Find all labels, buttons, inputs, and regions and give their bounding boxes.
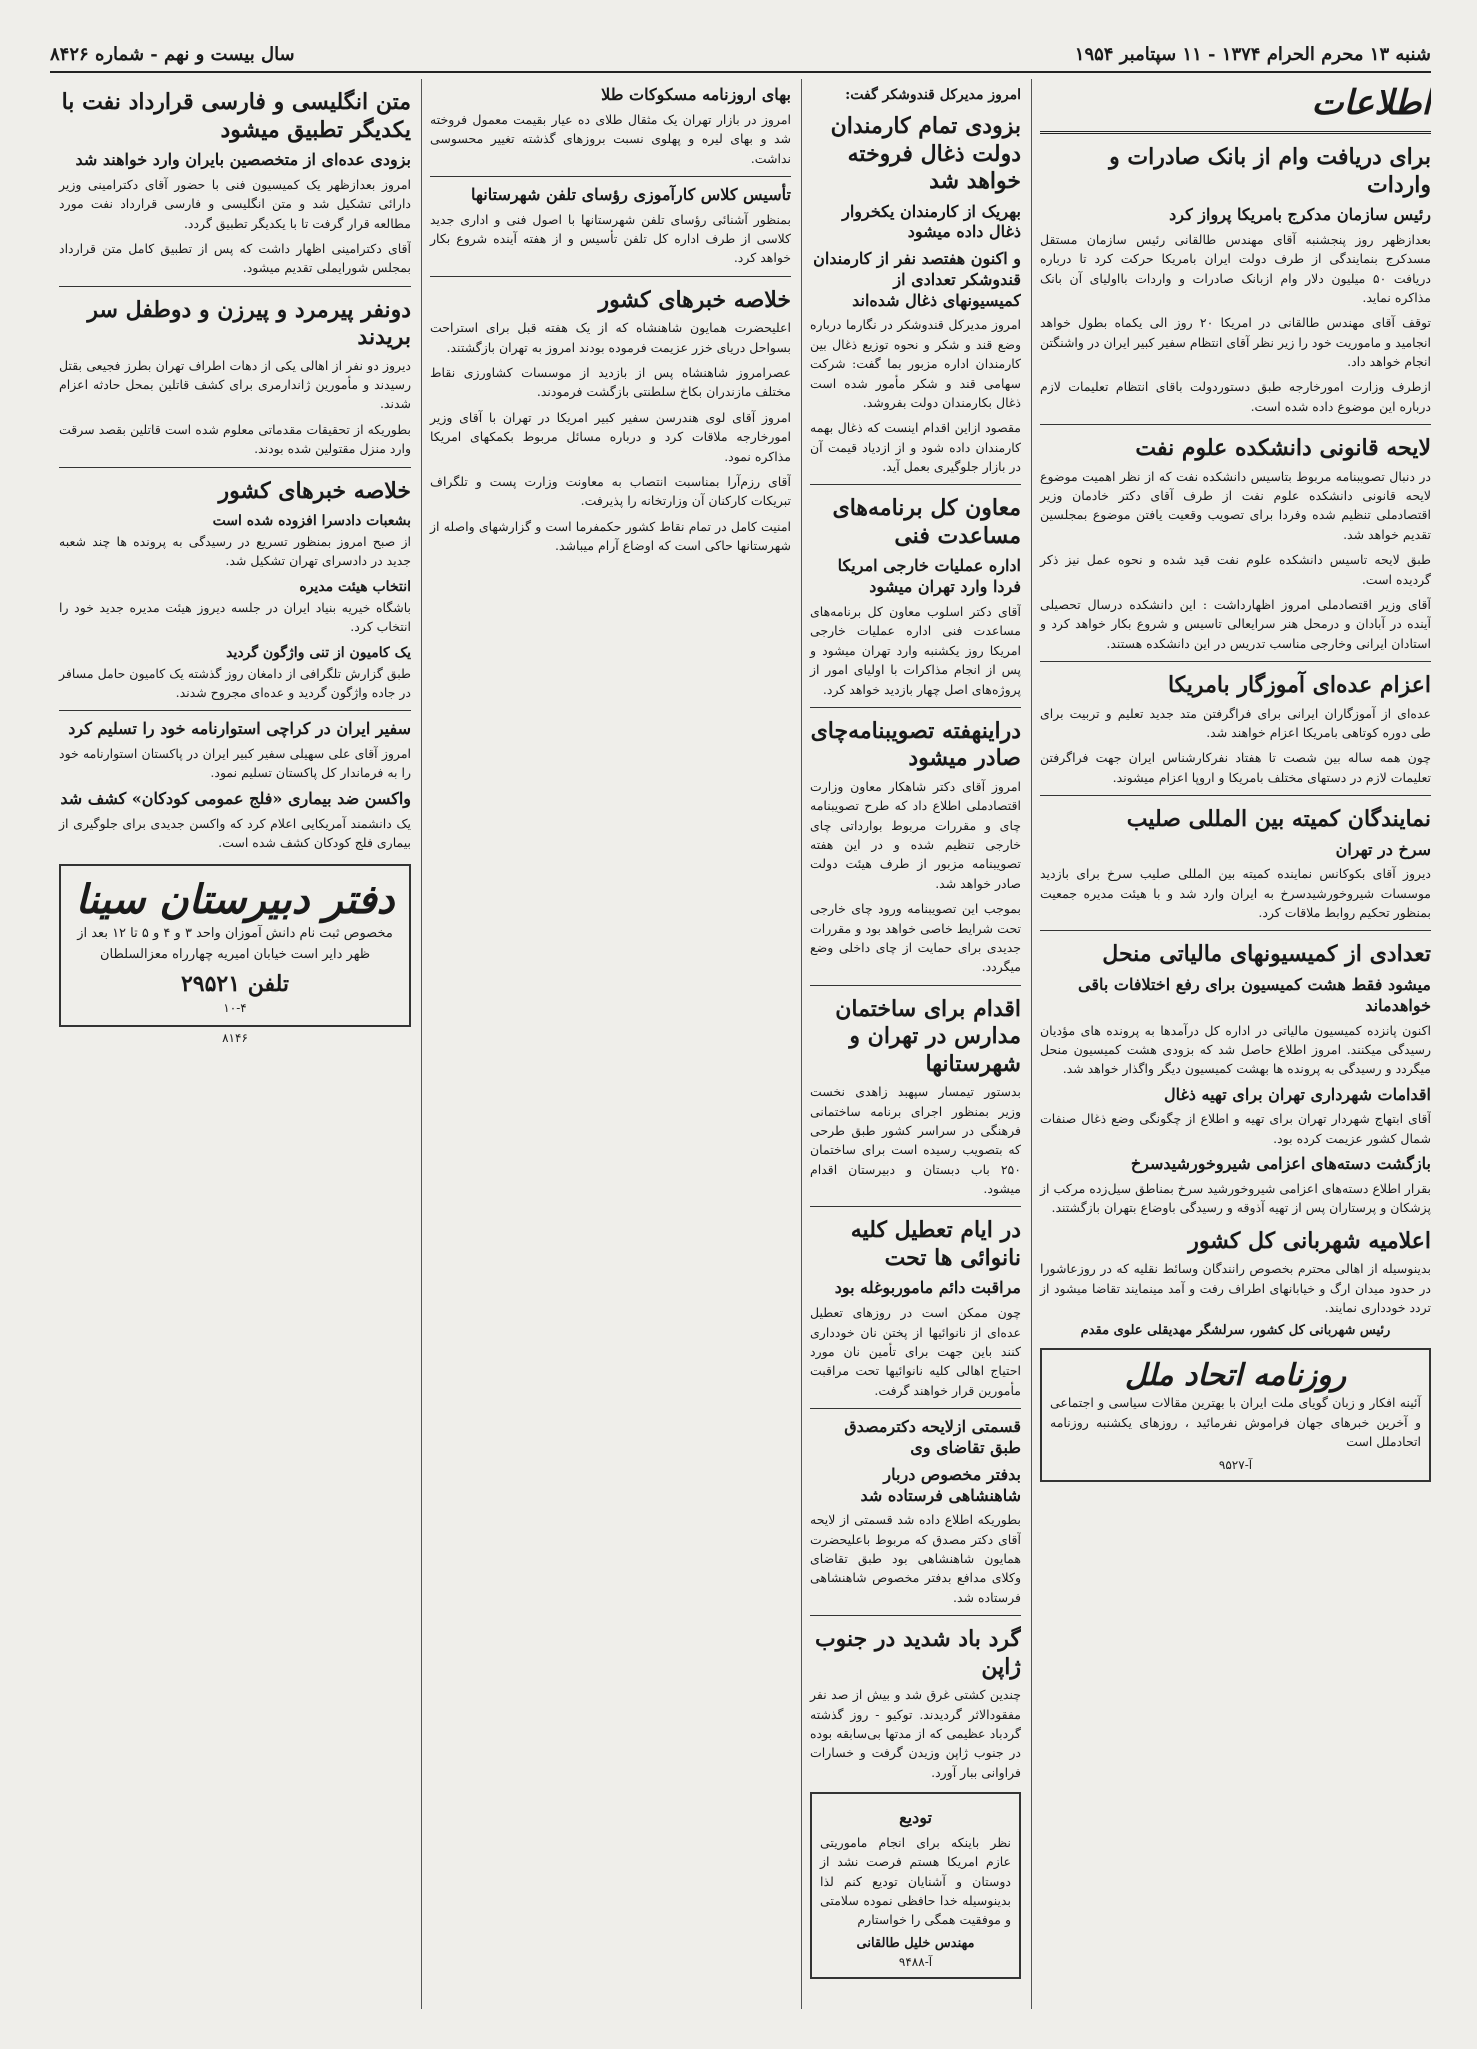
article-text: آقای وزیر اقتصادملی امروز اظهارداشت : این دانشکده درسال تحصیلی آینده در آبادان و درمحل هنر سرایعالی تاسیس و شروع بکار خواهد کرد و استادان ایرانی وخارجی مناسب تدریس در این دانشکده هستند. [1040,596,1431,651]
article-text: از صبح امروز بمنظور تسریع در رسیدگی به پرونده ها چند شعبه جدید در دادسرای تهران تشکیل شد. [59,534,411,569]
article-text: امروز آقای علی سهیلی سفیر کبیر ایران در پاکستان استوارنامه خود را به فرماندار کل پاکستان تسلیم نمود. [59,746,411,781]
headline-red-lion: بازگشت دسته‌های اعزامی شیروخورشیدسرخ [1130,1154,1431,1174]
article-text: در دنبال تصویبنامه مربوط بتاسیس دانشکده نفت که از نظر اهمیت موضوع لایحه قانونی دانشکده علوم نفت از طرف آقای دکتر خادمان وزیر اقتصادملی تنظیم شده وفردا برای تصویب وقعیت یافتن موضوع بمجلسین تقدیم خواهد شد. [1040,468,1431,542]
article-text: یک دانشمند آمریکایی اعلام کرد که واکسن جدیدی برای جلوگیری از بیماری فلج کودکان کشف شده است. [59,815,411,851]
article-text: آقای دکترامینی اظهار داشت که پس از تطبیق کامل متن قرارداد بمجلس شورایملی تقدیم میشود. [59,240,411,276]
article-text: توقف آقای مهندس طالقانی در امریکا ۲۰ روز الی یکماه بطول خواهد انجامید و ماموریت خود را زیر نظر آقای انتظام سفیر کبیر ایران در واشنگتن انجام خواهد داد. [1040,315,1431,370]
ad-text: آئینه افکار و زبان گویای ملت ایران با بهترین مقالات سیاسی و اجتماعی و آخرین خبرهای جهان فراموش نفرمائید ، روزهای یکشنبه روزنامه اتحادملل است [1050,1395,1421,1450]
article-text: بطوریکه اطلاع داده شد قسمتی از لایحه آقای دکتر مصدق که مربوط باعلیحضرت همایون شاهنشاهی بود طبق تقاضای وکلای مدافع بدفتر مخصوص شاهنشاهی فرستاده شد. [810,1512,1021,1605]
headline-coal: اقدامات شهرداری تهران برای تهیه ذغال [1163,1084,1431,1104]
column-4 [51,79,411,2009]
divider [810,1615,1021,1616]
headline-vaccine: واکسن ضد بیماری «فلج عمومی کودکان» کشف شد [60,788,411,808]
ad-title: تودیع [899,1808,932,1828]
headline-gold: بهای اروزنامه مسکوکات طلا [601,85,791,104]
headline-oil-contract: متن انگلیسی و فارسی قرارداد نفت با یکدیگر تطبیق میشود [61,89,411,143]
article-text: بموجب این تصویبنامه ورود چای خارجی تحت شرایط خاصی خواهد بود و مقررات جدیدی برای حمایت از چای داخلی وضع میگردد. [810,901,1021,975]
article-text: بقرار اطلاع دسته‌های اعزامی شیروخورشید سرخ بمناطق سیل‌زده مرکب از پزشکان و پرستاران پس از تهیه آذوقه و رسیدگی باوضاع بتهران بازگشتند. [1040,1181,1431,1216]
headline-tea: دراینهفته تصویبنامه‌چای صادر میشود [810,717,1021,772]
kicker: امروز مدیرکل قندوشکر گفت: [845,87,1021,103]
divider [810,1408,1021,1409]
article-text: چندین کشتی غرق شد و بیش از صد نفر مفقودالاثر گردیدند. توکیو - روز گذشته گردباد عظیمی که از مدتها بی‌سابقه بوده در جنوب ژاپن وزیدن گرفت و خسارات فراوانی ببار آورد. [810,1687,1021,1780]
subhead-coal: بهریک از کارمندان یکخروار ذغال داده میشود [842,201,1021,242]
ad-text: مخصوص ثبت نام دانش آموزان واحد ۳ و ۴ و ۵ تا ۱۲ بعد از ظهر دایر است خیابان امیریه چهارراه معزالسلطان [77,926,393,962]
article-text: بعدازظهر روز پنجشنبه آقای مهندس طالقانی رئیس سازمان مستقل مسدکرج بنمایندگی از طرف دولت ایران بامریکا حرکت کرد تا درباره دریافت ۵۰ میلیون دلار وام ازبانک صادرات و واردات بااولیای آن بانک مذاکره نماید. [1040,231,1431,305]
column-1 [1031,79,1431,2009]
bottom-ad-code: ۸۱۴۶ [222,1030,248,1045]
divider [430,176,791,177]
headline-bank-loan: برای دریافت وام از بانک صادرات و واردات [1109,144,1431,198]
article-text: باشگاه خیریه بنیاد ایران در جلسه دیروز هیئت مدیره جدید خود را انتخاب کرد. [59,599,411,635]
article-text: طبق گزارش تلگرافی از دامغان روز گذشته یک کامیون حامل مسافر در جاده واژگون گردید و عده‌ای مجروح شدند. [59,665,411,700]
subhead-bakeries: مراقبت دائم ماموربوغله بود [834,1278,1021,1298]
ad-code: ۱۰-۴ [223,1000,247,1015]
article-text: بمنظور آشنائی رؤسای تلفن شهرستانها با اصول فنی و اداری جدید کلاسی از طرف اداره کل تلفن تأسیس و از هفته آینده شروع بکار خواهد کرد. [430,211,791,266]
headline-truck: یک کامیون از تنی واژگون گردید [226,644,411,661]
ad-code: آ-۹۵۲۷ [1218,1457,1253,1472]
article-text: دیروز دو نفر از اهالی یکی از دهات اطراف تهران بطرز فجیعی بقتل رسیدند و مأمورین ژاندارمری برای کشف قاتلین بمحل حادثه اعزام شدند. [59,357,411,412]
headline-coal-employees: بزودی تمام کارمندان دولت ذغال فروخته خواهد شد [830,113,1021,194]
divider [810,985,1021,986]
police-signature: رئیس شهربانی کل کشور، سرلشگر مهدیقلی علوی مقدم [1080,1323,1391,1339]
ad-code: آ-۹۴۸۸ [898,1954,933,1969]
headline-country-news-2: خلاصه خبرهای کشور [218,477,411,504]
divider [810,1206,1021,1207]
subhead-bank-loan: رئیس سازمان مدکرج بامریکا پرواز کرد [1169,205,1431,224]
article-text: مقصود ازاین اقدام اینست که ذغال بهمه کارمندان داده شود و از ازدیاد قیمت آن در بازار جلوگیری بعمل آید. [810,420,1021,475]
headline-prosecutor: بشعبات دادسرا افزوده شده است [212,513,411,530]
ad-signature: مهندس خلیل طالقانی [856,1935,975,1951]
ad-sina-school [59,864,411,1026]
article-text: امروز آقای لوی هندرسن سفیر کبیر امریکا در تهران با آقای وزیر امورخارجه ملاقات کرد و درباره مسائل مربوط بکمکهای امریکا مذاکره نمود. [430,409,791,464]
headline-police: اعلامیه شهربانی کل کشور [1188,1227,1431,1254]
article-text: امروز مدیرکل قندوشکر در نگارما درباره وضع قند و شکر و نحوه توزیع ذغال بین کارمندان اداره مزبور بما گفت: شرکت سهامی قند و شکر مأمور شده است ذغال بکارمندان دولت بفروشد. [810,317,1021,410]
divider [1040,661,1431,662]
headline-tax-commissions: تعدادی از کمیسیونهای مالیاتی منحل [1102,941,1431,968]
divider [810,707,1021,708]
headline-board: انتخاب هیئت مدیره [299,578,411,595]
article-text: چون ممکن است در روزهای تعطیل عده‌ای از نانوائیها از پختن نان خودداری کنند باین جهت برای تأمین نان مورد احتیاج اهالی کلیه نانوائیها تحت مراقبت مأمورین قرار خواهند گرفت. [810,1305,1021,1398]
article-text: بدستور تیمسار سپهبد زاهدی نخست وزیر بمنظور اجرای برنامه ساختمانی فرهنگی در سراسر کشور طبق طرحی که بتصویب رسیده است برای ساختمان ۲۵۰ باب دبستان و دبیرستان اقدام میشود. [810,1084,1021,1197]
article-text: چون همه ساله بین شصت تا هفتاد نفرکارشناس ایران جهت فراگرفتن تعلیمات لازم در دستهای مختلف بامریکا و اروپا اعزام میشوند. [1040,750,1431,785]
ad-farewell [810,1792,1021,1979]
article-text: امنیت کامل در تمام نقاط کشور حکمفرما است و گزارشهای واصله از شهرستانها حاکی است که اوضاع آرام میباشد. [430,518,791,554]
headline-mosaddegh: قسمتی ازلایحه دکترمصدق طبق تقاضای وی [844,1417,1021,1457]
headline-murder: دونفر پیرمرد و پیرزن و دوطفل سر بریدند [87,296,411,351]
divider [1040,795,1431,796]
ad-title: روزنامه اتحاد ملل [1124,1358,1347,1394]
subhead-red-cross: سرخ در تهران [1335,839,1431,859]
divider [810,484,1021,485]
article-text: عده‌ای از آموزگاران ایرانی برای فراگرفتن متد جدید تعلیم و تربیت برای طی دوره کوتاهی بامریکا اعزام خواهند شد. [1040,705,1431,740]
subhead-tax-commissions: میشود فقط هشت کمیسیون برای رفع اختلافات باقی خواهدماند [1078,974,1431,1015]
ad-phone: تلفن ۲۹۵۲۱ [180,970,290,997]
issue-date: شنبه ۱۳ محرم الحرام ۱۳۷۴ - ۱۱ سپتامبر ۱۹۵۴ [1074,44,1431,65]
divider [1040,424,1431,425]
headline-country-news: خلاصه خبرهای کشور [598,286,791,313]
headline-teachers: اعزام عده‌ای آموزگار بامریکا [1167,672,1431,699]
headline-telephone: تأسیس کلاس کارآموزی رؤسای تلفن شهرستانها [471,184,791,204]
ad-title: دفتر دبیرستان سینا [75,876,395,924]
divider [430,276,791,277]
subhead-coal-2: و اکنون هفتصد نفر از کارمندان قندوشکر تعدادی از کمیسیونهای ذغال شده‌اند [813,249,1021,310]
column-2 [801,79,1021,2009]
headline-ambassador: سفیر ایران در کراچی استوارنامه خود را تسلیم کرد [68,719,411,739]
article-text: طبق لایحه تاسیس دانشکده علوم نفت قید شده و نحوه عمل نیز ذکر گردیده است. [1040,552,1431,587]
divider [59,286,411,287]
article-text: آقای رزم‌آرا بمناسبت انتصاب به معاونت وزارت پست و تلگراف تبریکات کارکنان آن وزارتخانه را پذیرفت. [430,473,791,509]
article-text: امروز آقای دکتر شاهکار معاون وزارت اقتصادملی اطلاع داد که طرح تصویبنامه چای و مقررات مربوط بوارداتی چای خارجی تنظیم شده و در این هفته تصویبنامه مزبور از طرف هیئت دولت صادر خواهد شد. [810,778,1021,891]
headline-technical-aid: معاون کل برنامه‌های مساعدت فنی [832,495,1021,549]
headline-oil-faculty: لایحه قانونی دانشکده علوم نفت [1135,435,1431,462]
column-3 [421,79,791,2009]
article-text: امروز بعدازظهر یک کمیسیون فنی با حضور آقای دکترامینی وزیر دارائی تشکیل شد و متن انگلیسی و فارسی قرارداد نفت مورد مطالعه قرار گرفت تا با یکدیگر تطبیق گردد. [59,176,411,231]
article-text: آقای دکتر اسلوب معاون کل برنامه‌های مساعدت فنی اداره عملیات خارجی امریکا روز یکشنبه وارد تهران میشود و پس از انجام مذاکرات با اولیای امور از پروژه‌های اصل چهار بازدید خواهد کرد. [810,604,1021,697]
issue-number: سال بیست و نهم - شماره ۸۴۲۶ [50,44,295,65]
article-text: دیروز آقای بکوکانس نماینده کمیته بین المللی صلیب سرخ برای بازدید موسسات شیروخورشیدسرخ به ایران وارد شد و با هیئت مدیره جمعیت بمنظور تحکیم روابط ملاقات کرد. [1040,866,1431,921]
subhead-oil-contract: بزودی عده‌ای از متخصصین بایران وارد خواهند شد [75,150,411,169]
article-text: اعلیحضرت همایون شاهنشاه که از یک هفته قبل برای استراحت بسواحل دریای خزر عزیمت فرموده بودند امروز به تهران بازگشتند. [430,320,791,355]
newspaper-logo: اطلاعات [1040,79,1431,134]
article-text: آقای ابتهاج شهردار تهران برای تهیه و اطلاع از چگونگی وضع ذغال صنفات شمال کشور عزیمت کرده بود. [1040,1111,1431,1146]
article-text: اکنون پانزده کمیسیون مالیاتی در اداره کل درآمدها به پرونده های مؤدیان رسیدگی میکنند. امروز اطلاع حاصل شد که بزودی هشت کمیسیون منحل میگردد و رسیدگی به پرونده ها بهشت کمیسیون دیگر واگذار خواهد شد. [1040,1022,1431,1077]
headline-red-cross: نمایندگان کمیته بین المللی صلیب [1126,806,1431,833]
divider [59,710,411,711]
article-text: عصرامروز شاهنشاه پس از بازدید از موسسات کشاورزی نقاط مختلف مازندران بکاخ سلطنتی بازگشت فرمودند. [430,365,791,400]
headline-bakeries: در ایام تعطیل کلیه نانوائی ها تحت [850,1217,1021,1271]
ad-ettehad-mellal [1040,1348,1431,1481]
article-text: ازطرف وزارت امورخارجه طبق دستوردولت باقای انتظام تعلیمات لازم درباره این موضوع داده شده است. [1040,379,1431,414]
article-text: امروز در بازار تهران یک مثقال طلای ده عیار بقیمت معمول فروخته شد و بهای لیره و پهلوی نسبت بروزهای گذشته تغییر محسوسی نداشت. [430,111,791,166]
headline-japan-storm: گرد باد شدید در جنوب ژاپن [814,1626,1021,1680]
subhead-mosaddegh: بدفتر مخصوص دربار شاهنشاهی فرستاده شد [860,1464,1021,1505]
ad-text: نظر باینکه برای انجام ماموریتی عازم امریکا هستم فرصت نشد از دوستان و آشنایان تودیع کنم لذا بدینوسیله خدا حافظی نموده سلامتی و موفقیت همگی را خواستارم [820,1834,1011,1928]
subhead-technical-aid: اداره عملیات خارجی امریکا فردا وارد تهران میشود [837,556,1021,597]
divider [59,467,411,468]
headline-schools: اقدام برای ساختمان مدارس در تهران و شهرستانها [835,995,1021,1077]
masthead [50,44,1431,73]
columns [50,79,1431,2009]
article-text: بدینوسیله از اهالی محترم بخصوص رانندگان وسائط نقلیه که در روزعاشورا در حدود میدان ارگ و خیابانهای اطراف رفت و آمد مینمایند تقاضا میشود از تردد خودداری نمایند. [1040,1261,1431,1316]
article-text: بطوریکه از تحقیقات مقدماتی معلوم شده است قاتلین بقصد سرقت وارد منزل مقتولین شده بودند. [59,421,411,457]
divider [1040,930,1431,931]
